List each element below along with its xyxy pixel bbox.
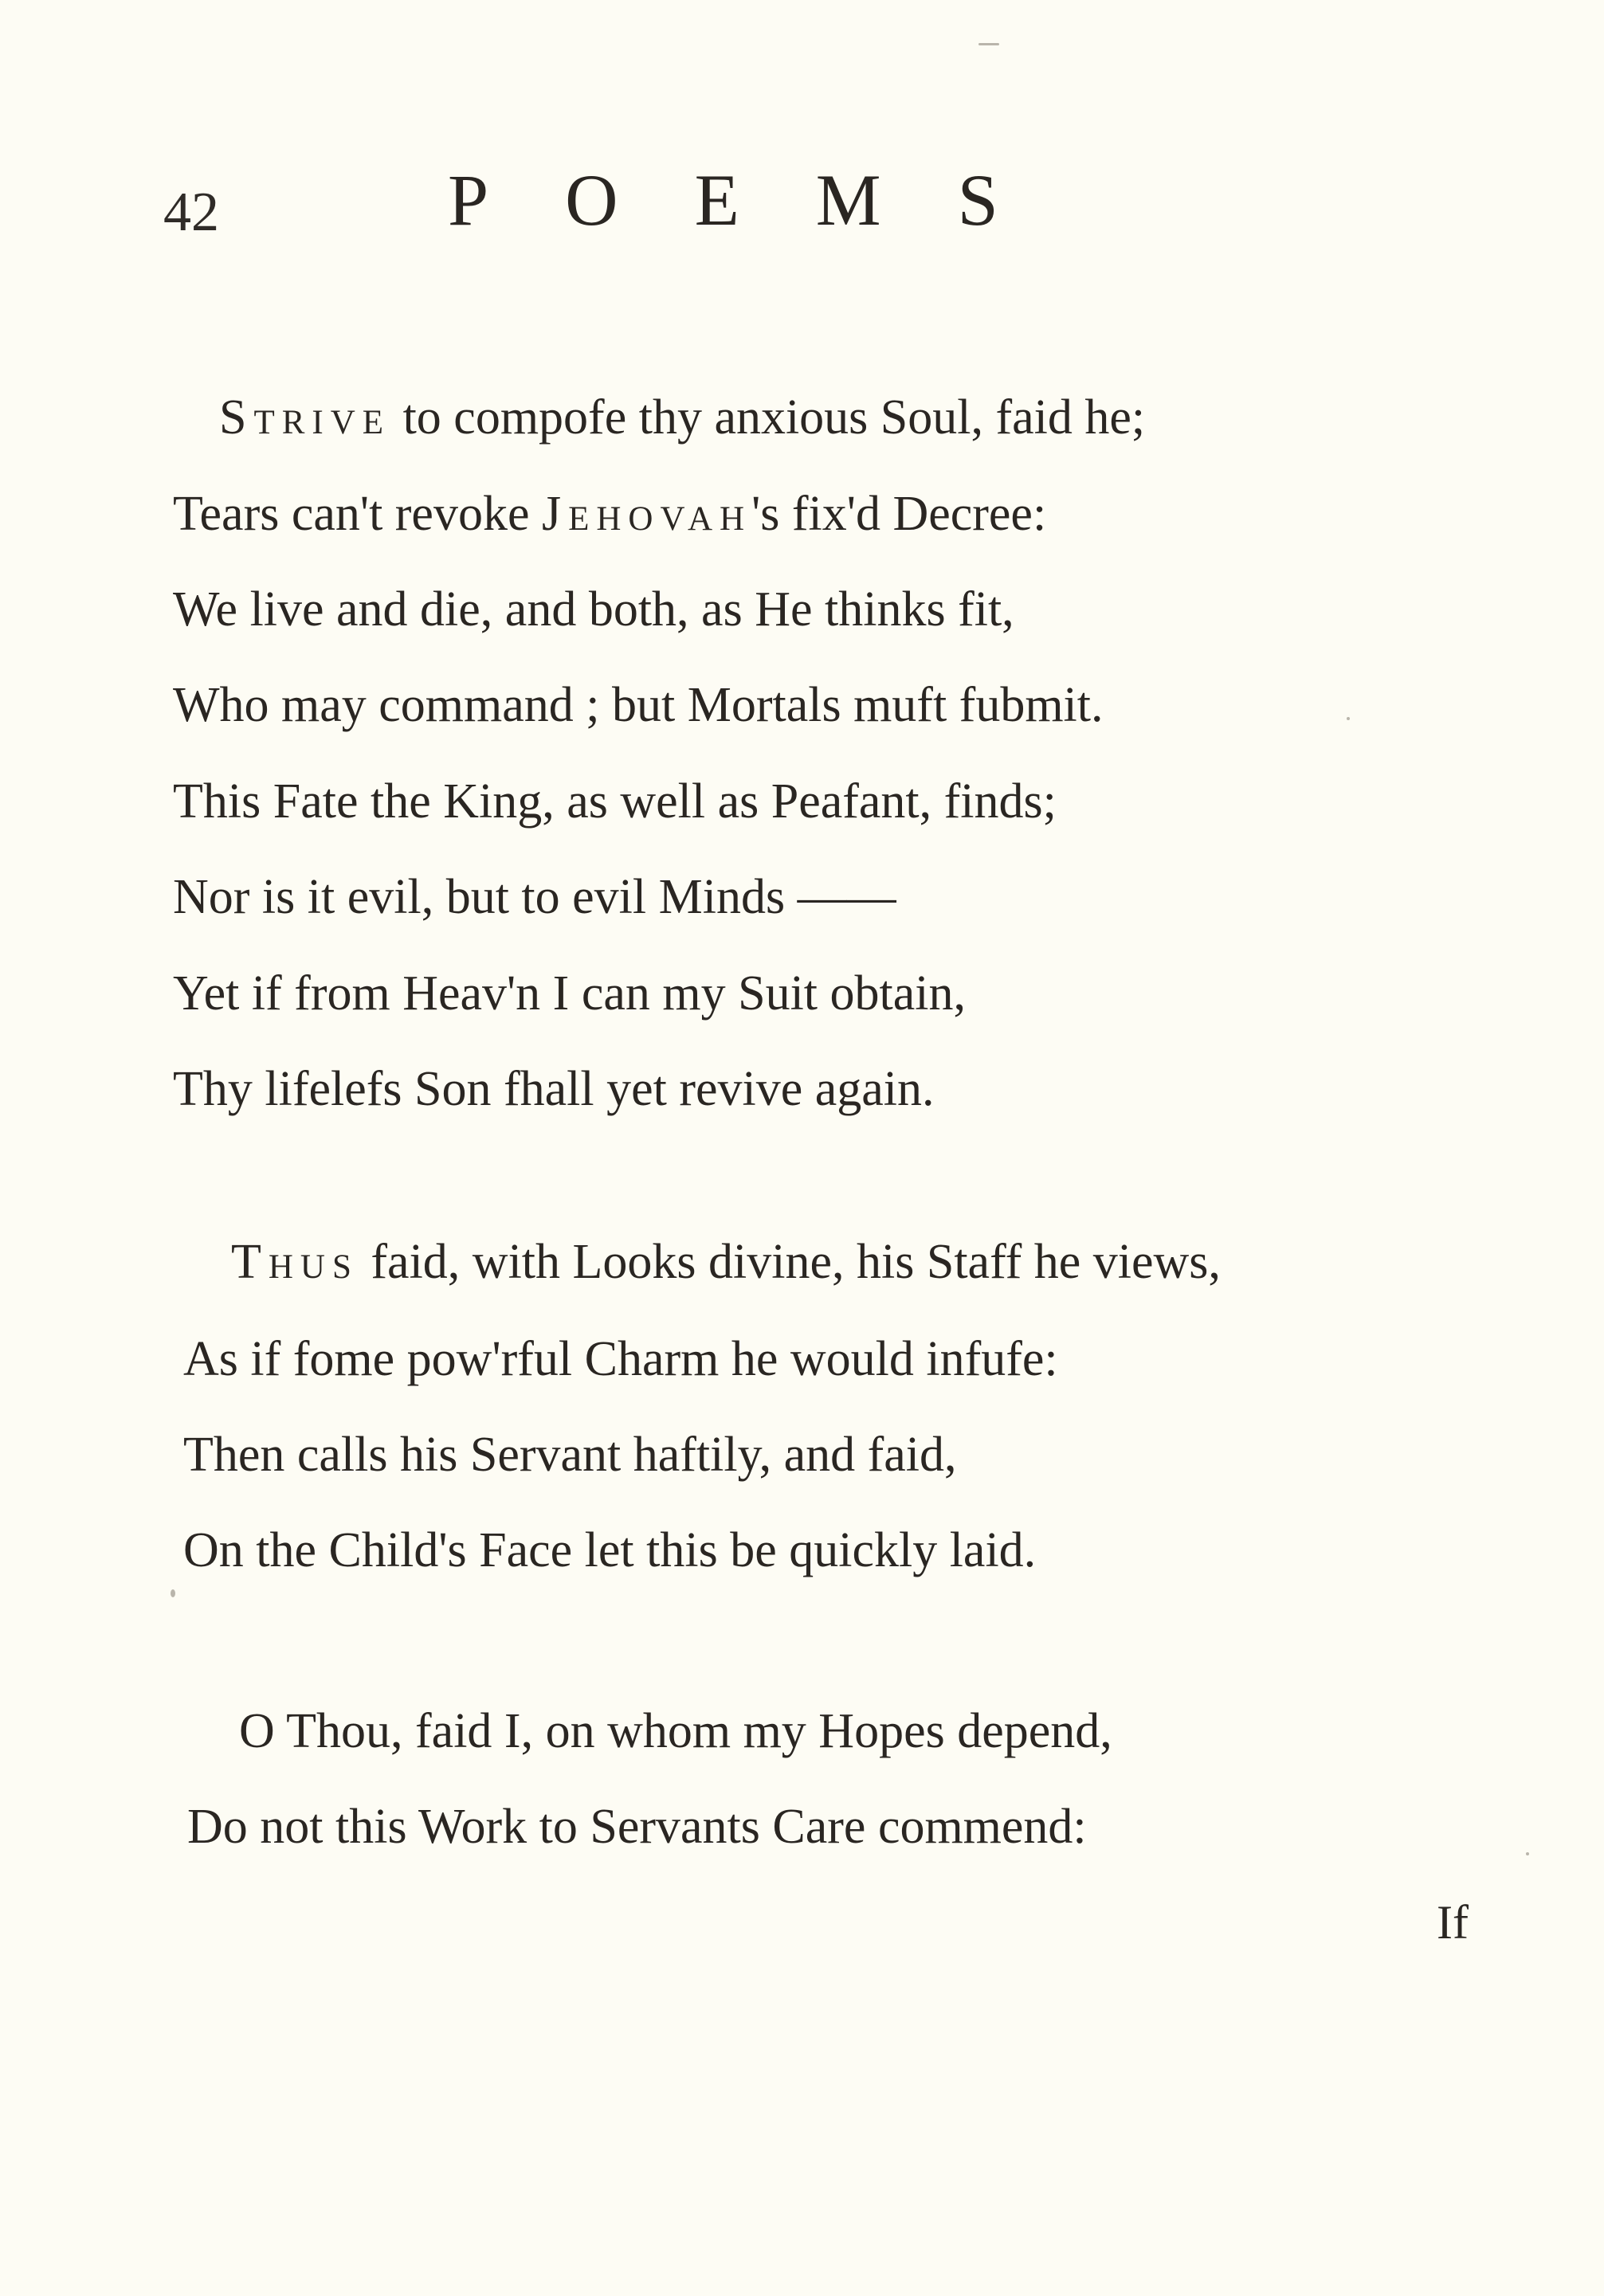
poem-line: Strive to compofe thy anxious Soul, faid he;: [219, 390, 1146, 445]
paper-speck: [171, 1589, 175, 1597]
poem-line: Nor is it evil, but to evil Minds ——: [173, 870, 896, 924]
poem-line: Do not this Work to Servants Care commend:: [187, 1800, 1087, 1854]
paper-speck: [1347, 717, 1350, 720]
poem-line: Yet if from Heav'n I can my Suit obtain,: [173, 966, 966, 1021]
poem-line: On the Child's Face let this be quickly laid.: [183, 1523, 1037, 1577]
poem-line: Thy lifelefs Son fhall yet revive again.: [173, 1062, 935, 1116]
paper-speck: [978, 43, 999, 45]
small-caps-lead: Thus: [231, 1235, 359, 1289]
poem-line: We live and die, and both, as He thinks fit,: [173, 582, 1014, 637]
poem-line: Then calls his Servant haftily, and faid,: [183, 1428, 957, 1482]
page-number: 42: [163, 182, 219, 243]
running-title: POEMS: [448, 159, 1075, 241]
poem-line: As if fome pow'rful Charm he would infufe:: [183, 1332, 1058, 1386]
poem-line: O Thou, faid I, on whom my Hopes depend,: [239, 1704, 1112, 1758]
poem-line: Tears can't revoke Jehovah's fix'd Decree:: [173, 487, 1047, 541]
poem-line: Thus faid, with Looks divine, his Staff he views,: [231, 1235, 1221, 1289]
small-caps-lead: Strive: [219, 390, 391, 445]
poem-line: This Fate the King, as well as Peafant, finds;: [173, 774, 1057, 829]
small-caps-name: Jehovah: [541, 487, 752, 541]
poem-line: Who may command ; but Mortals muft fubmit.: [173, 678, 1104, 732]
paper-speck: [1526, 1852, 1529, 1855]
catchword: If: [1437, 1896, 1469, 1949]
